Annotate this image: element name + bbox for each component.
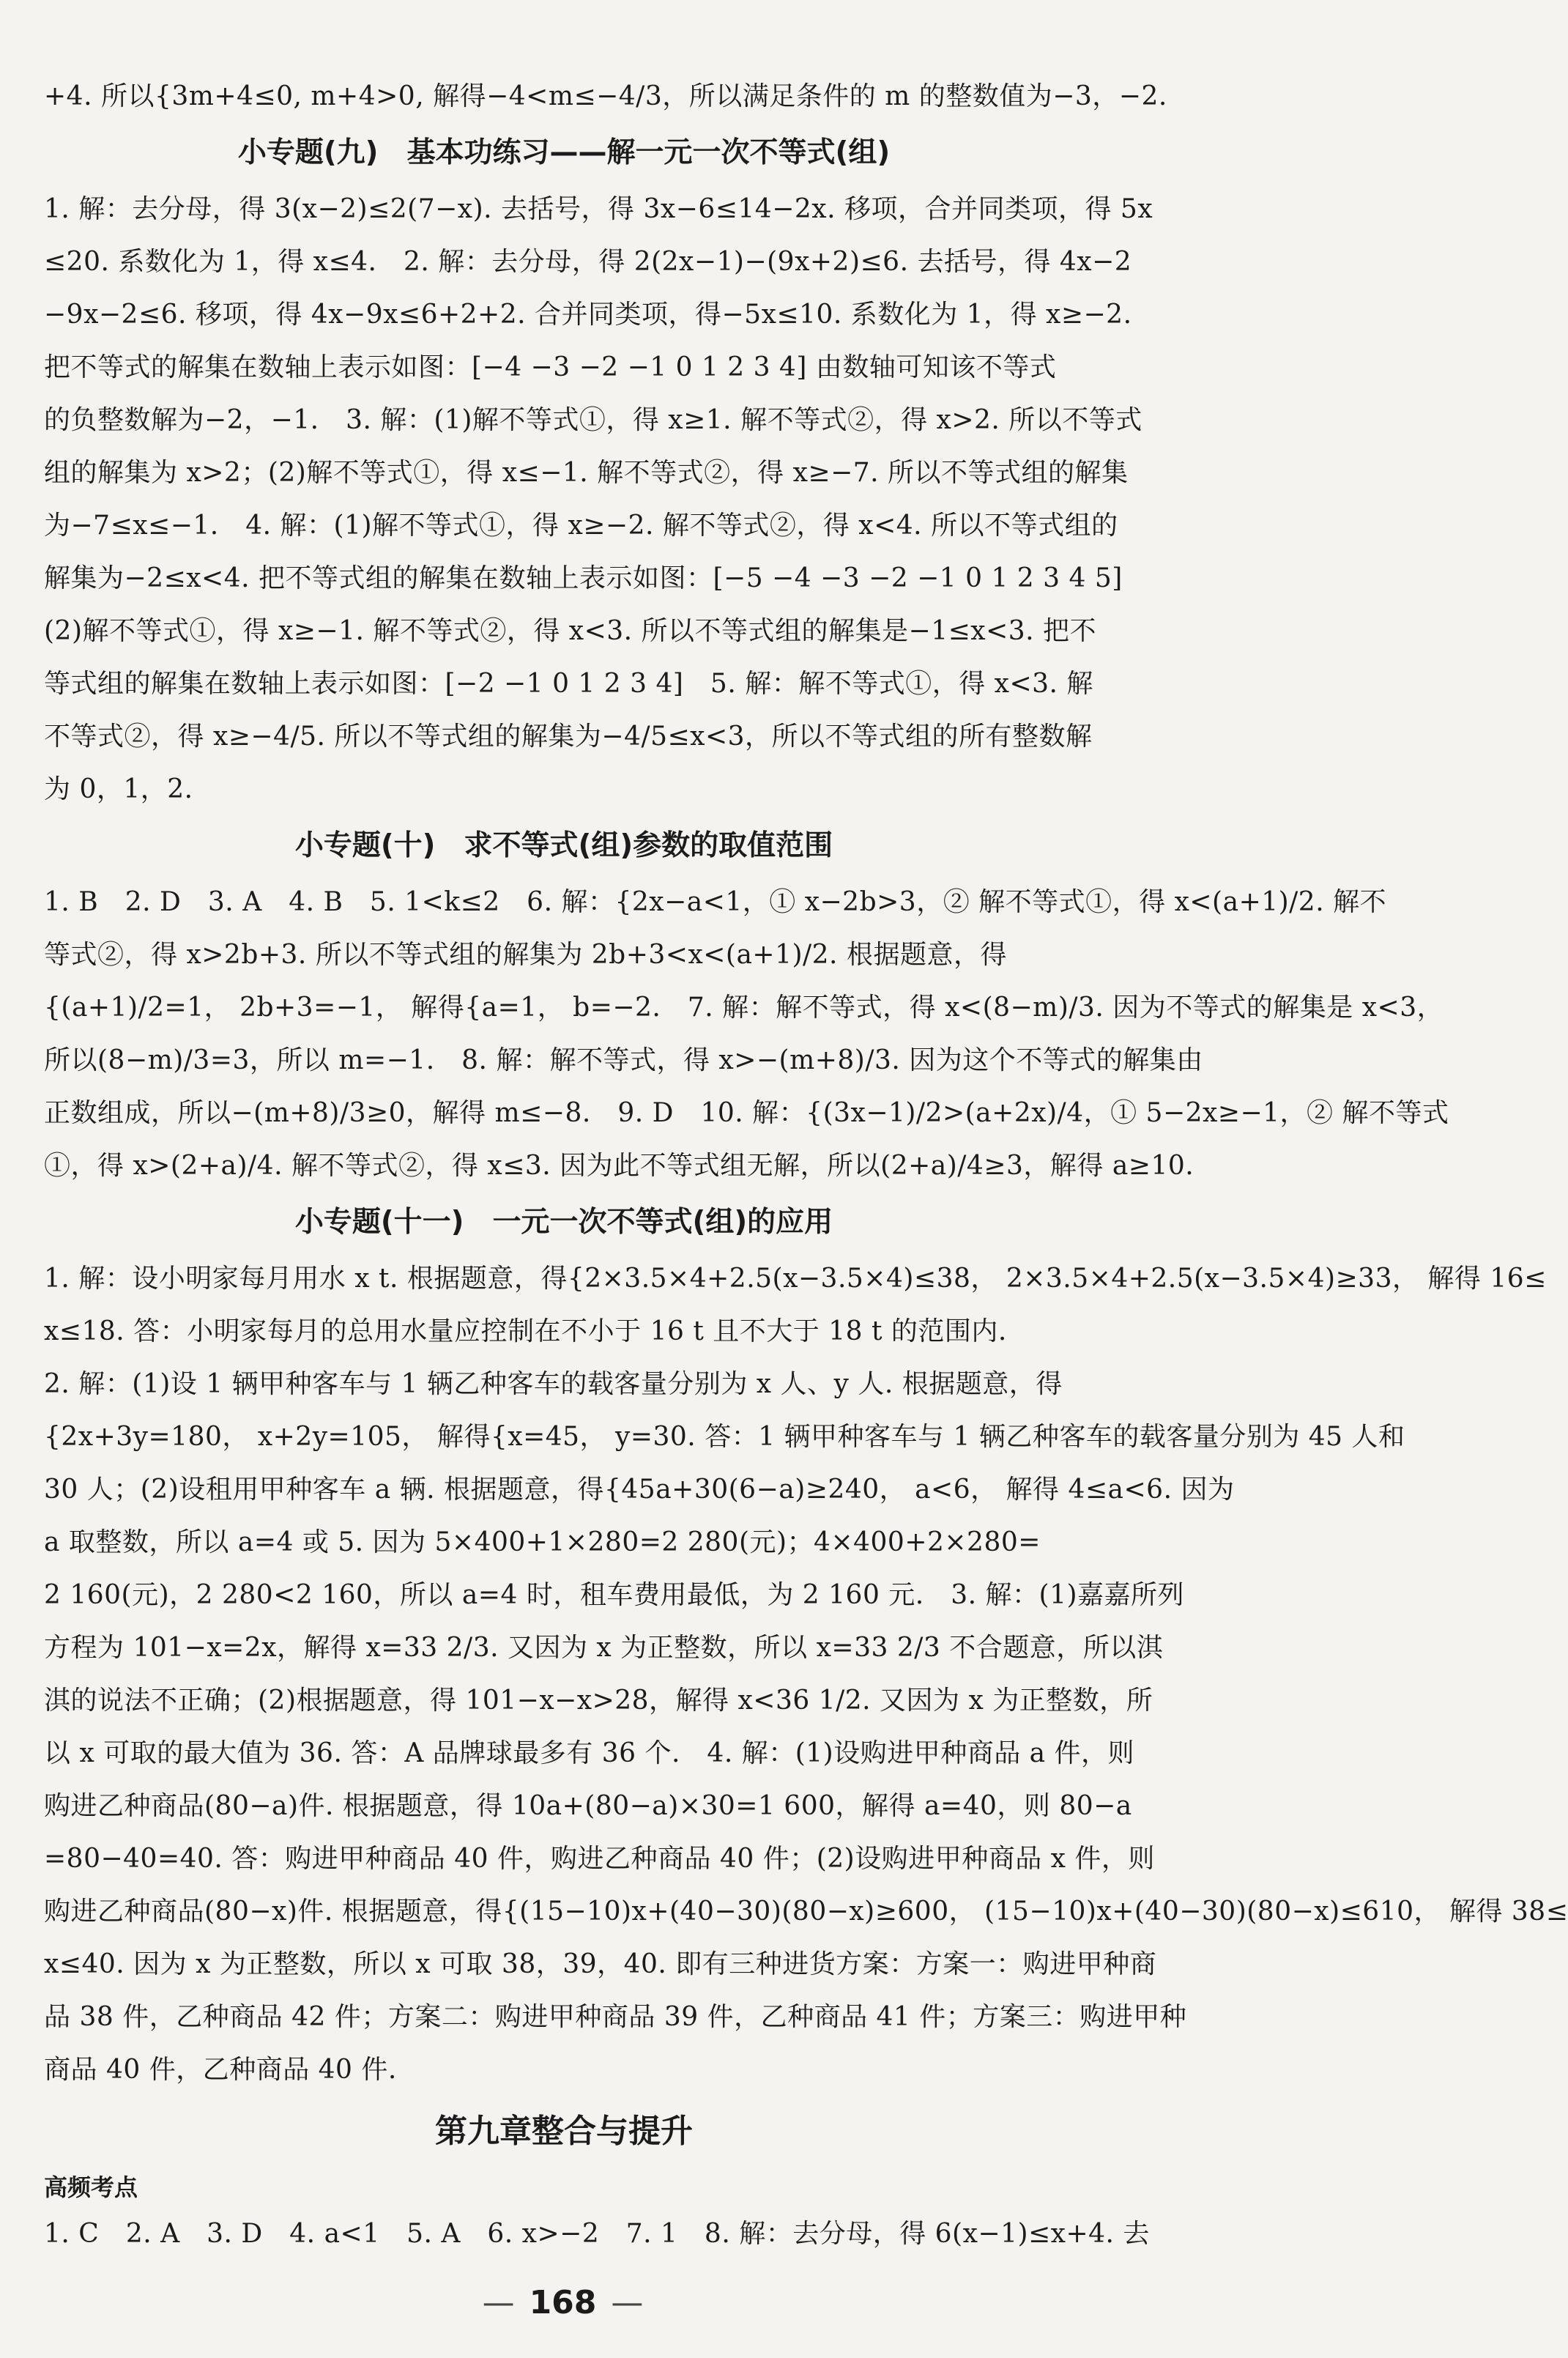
text-line: 组的解集为 x>2；(2)解不等式①，得 x≤−1. 解不等式②，得 x≥−7. 所以不等式组的解集 bbox=[44, 458, 1129, 488]
text-line: x≤40. 因为 x 为正整数，所以 x 可取 38，39，40. 即有三种进货方案：方案一：购进甲种商 bbox=[44, 1949, 1157, 1979]
text-line: 购进乙种商品(80−a)件. 根据题意，得 10a+(80−a)×30=1 600，解得 a=40，则 80−a bbox=[44, 1791, 1132, 1821]
section-11-body bbox=[44, 1253, 1568, 2096]
chapter-title: 第九章整合与提升 bbox=[435, 2113, 693, 2150]
text-line: 把不等式的解集在数轴上表示如图：[−4 −3 −2 −1 0 1 2 3 4] 由数轴可知该不等式 bbox=[44, 352, 1057, 382]
page-number-text: 168 bbox=[529, 2284, 597, 2321]
text-line: (2)解不等式①，得 x≥−1. 解不等式②，得 x<3. 所以不等式组的解集是−1≤x<3. 把不 bbox=[44, 616, 1097, 646]
text-line: 等式②，得 x>2b+3. 所以不等式组的解集为 2b+3<x<(a+1)/2. 根据题意，得 bbox=[44, 940, 1007, 970]
chapter-subtitle: 高频考点 bbox=[44, 2173, 138, 2201]
text-line: 商品 40 件，乙种商品 40 件. bbox=[44, 2055, 397, 2085]
section-9-body bbox=[44, 183, 1153, 816]
text-line: 品 38 件，乙种商品 42 件；方案二：购进甲种商品 39 件，乙种商品 41 件；方案三：购进甲种 bbox=[44, 2002, 1187, 2032]
text-line: 淇的说法不正确；(2)根据题意，得 101−x−x>28，解得 x<36 1/2. 又因为 x 为正整数，所 bbox=[44, 1686, 1153, 1716]
page-number: — 168 — bbox=[482, 2284, 644, 2321]
text-line: 2. 解：(1)设 1 辆甲种客车与 1 辆乙种客车的载客量分别为 x 人、y 人. 根据题意，得 bbox=[44, 1369, 1063, 1399]
text-line: 的负整数解为−2，−1. 3. 解：(1)解不等式①，得 x≥1. 解不等式②，得 x>2. 所以不等式 bbox=[44, 405, 1142, 435]
text-line: x≤18. 答：小明家每月的总用水量应控制在不小于 16 t 且不大于 18 t 的范围内. bbox=[44, 1316, 1007, 1346]
text-line: ①，得 x>(2+a)/4. 解不等式②，得 x≤3. 因为此不等式组无解，所以(2+a)/4≥3，解得 a≥10. bbox=[44, 1151, 1194, 1181]
section-title-9: 小专题(九) 基本功练习——解一元一次不等式(组) bbox=[237, 136, 891, 169]
text-line: 正数组成，所以−(m+8)/3≥0，解得 m≤−8. 9. D 10. 解：{(3x−1)/2>(a+2x)/4，① 5−2x≥−1，② 解不等式 bbox=[44, 1098, 1449, 1128]
section-title-10: 小专题(十) 求不等式(组)参数的取值范围 bbox=[294, 829, 833, 862]
text-line: 1. 解：设小明家每月用水 x t. 根据题意，得{2×3.5×4+2.5(x−3.5×4)≤38， 2×3.5×4+2.5(x−3.5×4)≥33， 解得 16≤ bbox=[44, 1264, 1547, 1294]
text-line: 1. C 2. A 3. D 4. a<1 5. A 6. x>−2 7. 1 8. 解：去分母，得 6(x−1)≤x+4. 去 bbox=[44, 2219, 1150, 2249]
answer-content bbox=[44, 70, 1568, 2261]
text-line: 以 x 可取的最大值为 36. 答：A 品牌球最多有 36 个. 4. 解：(1)设购进甲种商品 a 件，则 bbox=[44, 1738, 1135, 1768]
text-line: 1. B 2. D 3. A 4. B 5. 1<k≤2 6. 解：{2x−a<1，① x−2b>3，② 解不等式①，得 x<(a+1)/2. 解不 bbox=[44, 887, 1387, 917]
text-line: 购进乙种商品(80−x)件. 根据题意，得{(15−10)x+(40−30)(80−x)≥600， (15−10)x+(40−30)(80−x)≤610， 解得 38≤ bbox=[44, 1897, 1568, 1927]
text-line: 方程为 101−x=2x，解得 x=33 2/3. 又因为 x 为正整数，所以 x=33 2/3 不合题意，所以淇 bbox=[44, 1633, 1164, 1663]
text-line: +4. 所以{3m+4≤0, m+4>0, 解得−4<m≤−4/3，所以满足条件的 m 的整数值为−3，−2. bbox=[44, 81, 1167, 111]
section-title-11: 小专题(十一) 一元一次不等式(组)的应用 bbox=[294, 1206, 833, 1239]
text-line: 为−7≤x≤−1. 4. 解：(1)解不等式①，得 x≥−2. 解不等式②，得 x<4. 所以不等式组的 bbox=[44, 511, 1118, 541]
text-line: a 取整数，所以 a=4 或 5. 因为 5×400+1×280=2 280(元)；4×400+2×280= bbox=[44, 1527, 1041, 1557]
text-line: =80−40=40. 答：购进甲种商品 40 件，购进乙种商品 40 件；(2)设购进甲种商品 x 件，则 bbox=[44, 1844, 1155, 1874]
text-line: {2x+3y=180， x+2y=105， 解得{x=45， y=30. 答：1 辆甲种客车与 1 辆乙种客车的载客量分别为 45 人和 bbox=[44, 1422, 1405, 1452]
text-line: 2 160(元)，2 280<2 160，所以 a=4 时，租车费用最低，为 2 160 元. 3. 解：(1)嘉嘉所列 bbox=[44, 1580, 1185, 1610]
text-line: ≤20. 系数化为 1，得 x≤4. 2. 解：去分母，得 2(2x−1)−(9x+2)≤6. 去括号，得 4x−2 bbox=[44, 247, 1132, 277]
text-line: {(a+1)/2=1， 2b+3=−1， 解得{a=1， b=−2. 7. 解：解不等式，得 x<(8−m)/3. 因为不等式的解集是 x<3， bbox=[44, 993, 1444, 1023]
section-10-body bbox=[44, 876, 1449, 1193]
text-line: 1. 解：去分母，得 3(x−2)≤2(7−x). 去括号，得 3x−6≤14−2x. 移项，合并同类项，得 5x bbox=[44, 194, 1153, 224]
text-line: 不等式②，得 x≥−4/5. 所以不等式组的解集为−4/5≤x<3，所以不等式组的所有整数解 bbox=[44, 722, 1093, 752]
text-line: 30 人；(2)设租用甲种客车 a 辆. 根据题意，得{45a+30(6−a)≥240， a<6， 解得 4≤a<6. 因为 bbox=[44, 1475, 1235, 1505]
text-line: −9x−2≤6. 移项，得 4x−9x≤6+2+2. 合并同类项，得−5x≤10. 系数化为 1，得 x≥−2. bbox=[44, 300, 1132, 330]
text-line: 为 0，1，2. bbox=[44, 774, 193, 804]
text-line: 所以(8−m)/3=3，所以 m=−1. 8. 解：解不等式，得 x>−(m+8)/3. 因为这个不等式的解集由 bbox=[44, 1045, 1203, 1075]
text-line: 等式组的解集在数轴上表示如图：[−2 −1 0 1 2 3 4] 5. 解：解不等式①，得 x<3. 解 bbox=[44, 669, 1093, 699]
text-line: 解集为−2≤x<4. 把不等式组的解集在数轴上表示如图：[−5 −4 −3 −2 −1 0 1 2 3 4 5] bbox=[44, 563, 1123, 593]
